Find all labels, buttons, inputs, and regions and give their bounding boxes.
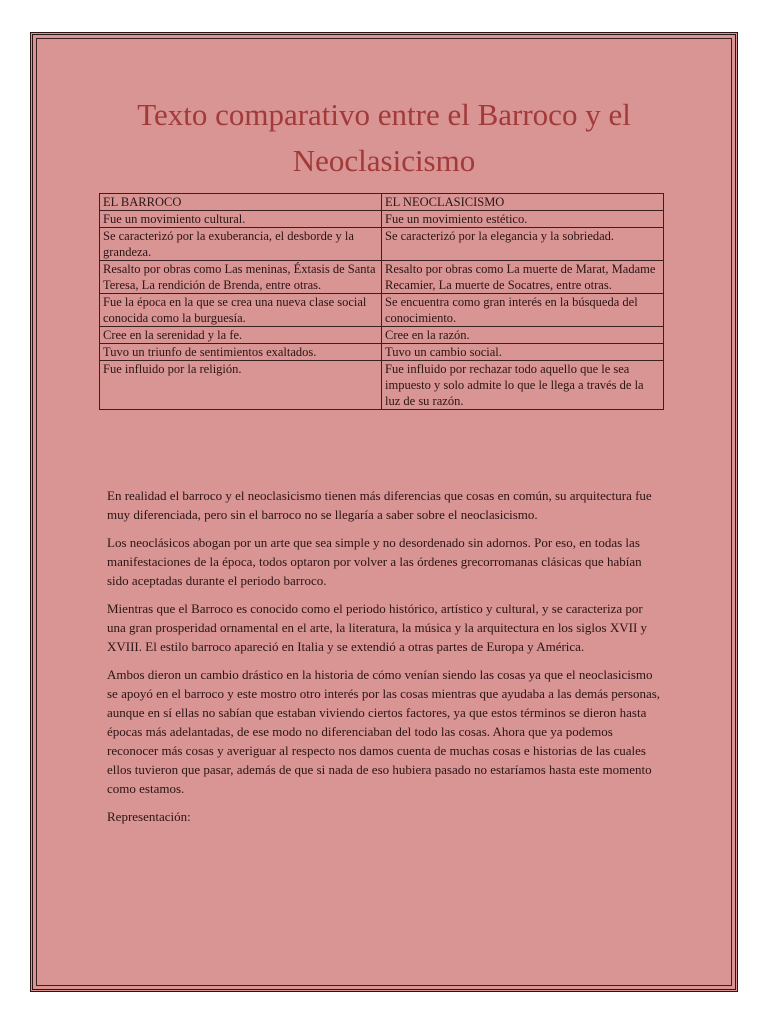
paragraph: Los neoclásicos abogan por un arte que sea simple y no desordenado sin adornos. Por eso, en todas las manifestaciones de la época, todos optaron por volver a las órdenes grecorromanas clásicas que habían sido aceptadas durante el periodo barroco. bbox=[107, 535, 642, 588]
barroco-cell: Cree en la serenidad y la fe. bbox=[100, 327, 382, 344]
table-row bbox=[100, 361, 664, 410]
representacion-label: Representación: bbox=[107, 809, 191, 824]
title-line-2: Neoclasicismo bbox=[292, 143, 476, 178]
neoclasicismo-cell: Se encuentra como gran interés en la búsqueda del conocimiento. bbox=[382, 294, 664, 327]
barroco-cell: Tuvo un triunfo de sentimientos exaltados. bbox=[100, 344, 382, 361]
header-barroco: EL BARROCO bbox=[100, 194, 382, 211]
paragraph: Mientras que el Barroco es conocido como el periodo histórico, artístico y cultural, y se caracteriza por una gran prosperidad ornamental en el arte, la literatura, la música y la arquitectura en los siglos XVII y XVIII. El estilo barroco apareció en Italia y se extendió a otras partes de Europa y América. bbox=[107, 601, 648, 654]
neoclasicismo-cell: Resalto por obras como La muerte de Marat, Madame Recamier, La muerte de Socatres, entre otras. bbox=[382, 261, 664, 294]
neoclasicismo-cell: Cree en la razón. bbox=[382, 327, 664, 344]
table-row bbox=[100, 211, 664, 228]
table-row bbox=[100, 261, 664, 294]
table-row bbox=[100, 228, 664, 261]
barroco-cell: Se caracterizó por la exuberancia, el desborde y la grandeza. bbox=[100, 228, 382, 261]
table-row bbox=[100, 344, 664, 361]
paragraph: En realidad el barroco y el neoclasicismo tienen más diferencias que cosas en común, su arquitectura fue muy diferenciada, pero sin el barroco no se llegaría a saber sobre el neoclasicismo. bbox=[107, 488, 652, 522]
header-neoclasicismo: EL NEOCLASICISMO bbox=[382, 194, 664, 211]
title-line-1: Texto comparativo entre el Barroco y el bbox=[137, 97, 631, 132]
body-text bbox=[107, 486, 663, 835]
barroco-cell: Fue un movimiento cultural. bbox=[100, 211, 382, 228]
page-title bbox=[0, 92, 768, 184]
neoclasicismo-cell: Fue influido por rechazar todo aquello que le sea impuesto y solo admite lo que le llega a través de la luz de su razón. bbox=[382, 361, 664, 410]
paragraph: Ambos dieron un cambio drástico en la historia de cómo venían siendo las cosas ya que el neoclasicismo se apoyó en el barroco y este mostro otro interés por las cosas mientras que ayudaba a las demás personas, aunque en sí ellas no sabían que estaban viviendo ciertos factores, ya que estos términos se dieron hasta épocas más adelantadas, de ese modo no diferenciaban del todo las cosas. Ahora que ya podemos reconocer más cosas y averiguar al respecto nos damos cuenta de muchas cosas e historias de las cuales ellos tuvieron que pasar, además de que si nada de eso hubiera pasado no estaríamos hasta este momento como estamos. bbox=[107, 667, 661, 796]
barroco-cell: Fue la época en la que se crea una nueva clase social conocida como la burguesía. bbox=[100, 294, 382, 327]
neoclasicismo-cell: Tuvo un cambio social. bbox=[382, 344, 664, 361]
neoclasicismo-cell: Fue un movimiento estético. bbox=[382, 211, 664, 228]
neoclasicismo-cell: Se caracterizó por la elegancia y la sobriedad. bbox=[382, 228, 664, 261]
barroco-cell: Resalto por obras como Las meninas, Éxtasis de Santa Teresa, La rendición de Brenda, entre otras. bbox=[100, 261, 382, 294]
barroco-cell: Fue influido por la religión. bbox=[100, 361, 382, 410]
comparison-table bbox=[99, 193, 664, 410]
table-header-row bbox=[100, 194, 664, 211]
table-row bbox=[100, 327, 664, 344]
table-row bbox=[100, 294, 664, 327]
